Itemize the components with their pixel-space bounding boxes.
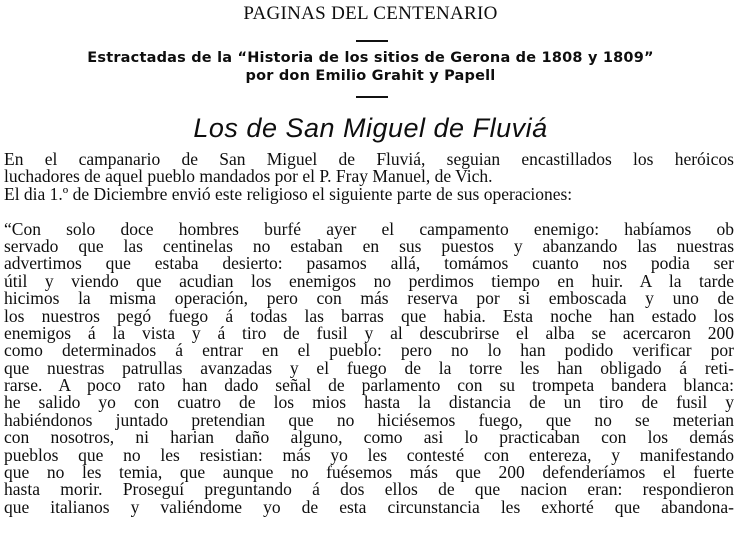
article-body (4, 151, 734, 516)
text-line: El dia 1.º de Diciembre envió este religioso el siguiente parte de sus operaciones: (4, 183, 573, 204)
text-line: En el campanario de San Miguel de Fluviá, seguian encastillados los heróicos (4, 149, 734, 169)
text-line: habiéndonos juntado pretendian que no hiciésemos fuego, que no se meterian (4, 409, 734, 430)
text-line: con nosotros, ni harian daño alguno, como asi lo practicaban con los demás (4, 427, 734, 448)
text-line: como determinados á entrar en el pueblo: pero no lo han podido verificar por (4, 340, 734, 361)
text-line: hicimos la misma operación, pero con más reserva por si emboscada y uno de (4, 288, 734, 309)
section-header: PAGINAS DEL CENTENARIO (243, 3, 498, 24)
text-line: pueblos que no les resistian: más yo les contesté con entereza, y manifestando (4, 444, 734, 465)
text-line: útil y viendo que acudian los enemigos no perdimos tiempo en huir. A la tarde (4, 270, 734, 291)
text-line: los nuestros pegó fuego á todas las barras que habia. Esta noche han estado los (4, 305, 734, 326)
text-line: que italianos y valiéndome yo de esta circunstancia les exhorté que abandona- (4, 496, 734, 517)
text-line: hasta morir. Proseguí preguntando á dos ellos de que nacion eran: respondieron (4, 479, 734, 500)
text-line: advertimos que estaba desierto: pasamos allá, tomámos cuanto nos podia ser (4, 253, 734, 274)
article-title: Los de San Miguel de Fluviá (193, 113, 548, 143)
text-line: rarse. A poco rato han dado señal de parlamento con su trompeta bandera blanca: (4, 375, 734, 396)
subtitle-divider (356, 96, 388, 98)
text-line: enemigos á la vista y á tiro de fusil y al descubrirse el alba se acercaron 200 (4, 322, 734, 343)
text-line: he salido yo con cuatro de los mios hasta la distancia de un tiro de fusil y (4, 392, 734, 413)
text-line: que no les temia, que aunque no fuésemos más que 200 defenderíamos el fuerte (4, 462, 734, 483)
header-divider (356, 40, 388, 42)
subtitle-line-2: por don Emilio Grahit y Papell (245, 68, 496, 84)
text-line: que nuestras patrullas avanzadas y el fuego de la torre les han obligado á reti- (4, 357, 734, 378)
subtitle-line-1: Estractadas de la “Historia de los sitios de Gerona de 1808 y 1809” (87, 50, 654, 66)
text-line: luchadores de aquel pueblo mandados por el P. Fray Manuel, de Vich. (4, 166, 493, 187)
text-line: servado que las centinelas no estaban en sus puestos y abanzando las nuestras (4, 235, 734, 256)
text-line: “Con solo doce hombres burfé ayer el campamento enemigo: habíamos ob (4, 218, 734, 239)
